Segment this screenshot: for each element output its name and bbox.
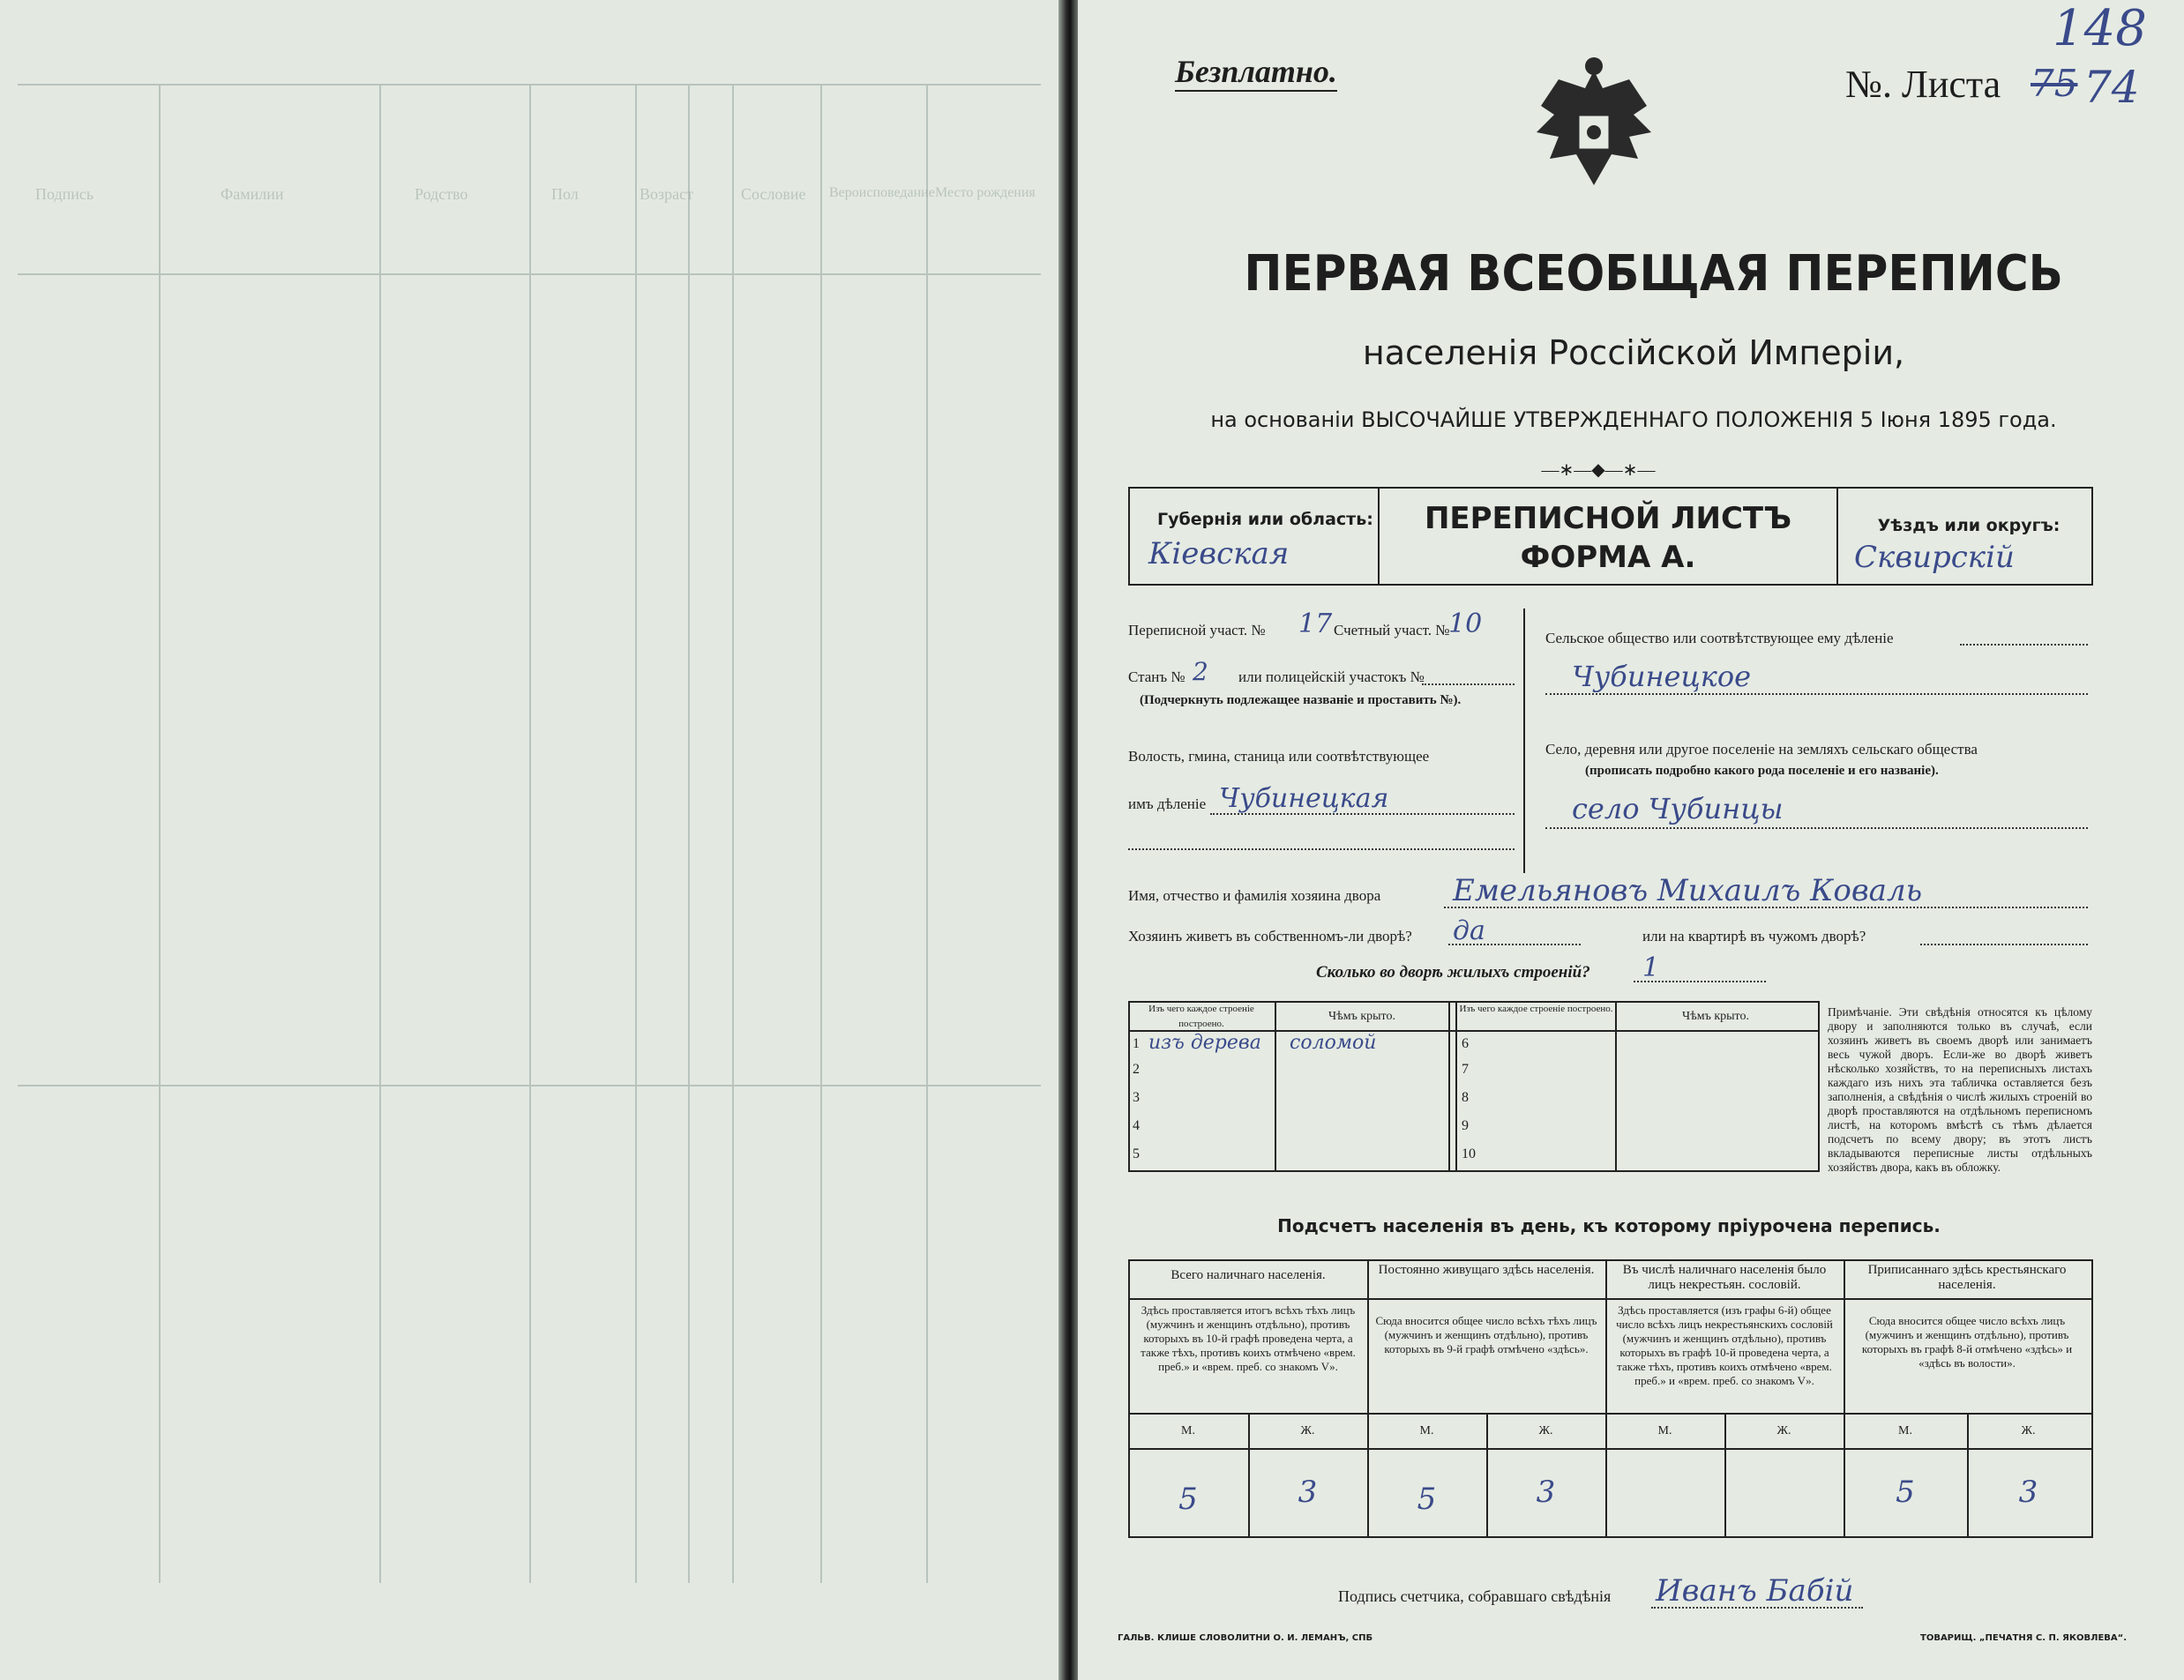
society-label: Сельское общество или соотвѣтствующее ему дѣленіе xyxy=(1545,630,1894,646)
summary-desc-non-peasant: Здѣсь проставляется (изъ графы 6-й) общее число всѣхъ лицъ некрестьянскихъ сословій (мужчинъ и женщинъ отдѣльно), противъ которыхъ въ графѣ 10-й проведена черта, а также тѣхъ, противъ коихъ отмѣчено «врем. преб.» и «врем. преб. со знакомъ V». xyxy=(1616,1303,1833,1387)
own-yard-label: Хозяинъ живетъ въ собственномъ-ли дворѣ? xyxy=(1128,928,1412,945)
own-yard-value: да xyxy=(1453,915,1485,946)
buildings-value: 1 xyxy=(1642,952,1660,983)
building-row-num: 3 xyxy=(1133,1090,1140,1105)
sheet-number-label: №. Листа xyxy=(1845,63,2001,106)
volost-label-1: Волость, гмина, станица или соотвѣтствующее xyxy=(1128,748,1430,765)
summary-total-m: 5 xyxy=(1178,1482,1198,1517)
book-spine xyxy=(1058,0,1078,1680)
building-row-num: 4 xyxy=(1133,1118,1140,1133)
building-row-num: 5 xyxy=(1133,1146,1140,1161)
summary-permanent-m: 5 xyxy=(1417,1482,1437,1517)
underline-note: (Подчеркнуть подлежащее названіе и проставить №). xyxy=(1140,693,1462,707)
building-row-num: 1 xyxy=(1133,1036,1140,1051)
province-label: Губернія или область: xyxy=(1157,510,1373,529)
census-form-page xyxy=(1078,0,2184,1680)
village-value: село Чубинцы xyxy=(1572,792,1784,825)
building-material-header: Изъ чего каждое строеніе построено. xyxy=(1148,1004,1254,1029)
ghost-header: Возраст xyxy=(639,185,693,203)
free-label: Безплатно. xyxy=(1175,53,1337,92)
owner-label: Имя, отчество и фамилія хозяина двора xyxy=(1128,887,1381,904)
summary-m-label: М. xyxy=(1657,1424,1672,1437)
building-row-num: 2 xyxy=(1133,1062,1140,1077)
building-row-num: 8 xyxy=(1462,1090,1469,1105)
ghost-header: Вероисповедание xyxy=(829,185,935,200)
building-material-header-2: Изъ чего каждое строеніе построено. xyxy=(1459,1004,1613,1014)
count-section-value: 10 xyxy=(1448,609,1483,639)
summary-permanent-f: 3 xyxy=(1536,1475,1556,1510)
sheet-number-value: 74 xyxy=(2083,62,2140,113)
footer-left: ГАЛЬВ. КЛИШЕ СЛОВОЛИТНИ О. И. ЛЕМАНЪ, СПБ xyxy=(1118,1633,1373,1643)
left-page xyxy=(0,0,1058,1680)
basis-line: на основаніи ВЫСОЧАЙШЕ УТВЕРЖДЕННАГО ПОЛОЖЕНІЯ 5 Іюня 1895 года. xyxy=(1210,407,2057,432)
summary-f-label: Ж. xyxy=(1776,1424,1791,1437)
summary-head-registered: Приписаннаго здѣсь крестьянскаго населенія. xyxy=(1867,1263,2067,1292)
summary-f-label: Ж. xyxy=(2021,1424,2036,1437)
ghost-header: Родство xyxy=(415,185,468,203)
summary-head-permanent: Постоянно живущаго здѣсь населенія. xyxy=(1378,1263,1595,1277)
summary-f-label: Ж. xyxy=(1300,1424,1315,1437)
other-yard-label: или на квартирѣ въ чужомъ дворѣ? xyxy=(1642,928,1866,945)
building-roof-header-2: Чѣмъ крыто. xyxy=(1682,1010,1749,1023)
summary-desc-total: Здѣсь проставляется итогъ всѣхъ тѣхъ лицъ (мужчинъ и женщинъ отдѣльно), противъ которыхъ въ 10-й графѣ проведена черта, а также тѣхъ, противъ коихъ отмѣчено «врем. преб.» и «врем. преб. со знакомъ V». xyxy=(1141,1303,1356,1373)
building-row-num: 7 xyxy=(1462,1062,1469,1077)
census-section-label: Переписной участ. № xyxy=(1128,622,1266,638)
building-table-note: Примѣчаніе. Эти свѣдѣнія относятся къ цѣлому двору и заполняются только въ случаѣ, если хозяинъ живетъ въ своемъ дворѣ или занимаетъ весь чужой дворъ. Если-же во дворѣ живетъ нѣсколько хозяйствъ, то на переписныхъ листахъ каждаго изъ нихъ эта табличка оставляется безъ заполненія, а свѣдѣнія о числѣ жилыхъ строеній во дворѣ проставляются на отдѣльномъ переписномъ листѣ, на которомъ вмѣстѣ съ тѣмъ дѣлается подсчетъ по всему двору; въ этотъ листъ вкладываются переписные листы отдѣльныхъ хозяйствъ двора, какъ въ обложку. xyxy=(1828,1005,2092,1174)
building-roof-header: Чѣмъ крыто. xyxy=(1328,1010,1395,1023)
summary-total-f: 3 xyxy=(1298,1475,1318,1510)
summary-head-non-peasant: Въ числѣ наличнаго населенія было лицъ некрестьян. сословій. xyxy=(1622,1263,1827,1292)
district-label: Уѣздъ или округъ: xyxy=(1877,516,2061,535)
summary-f-label: Ж. xyxy=(1538,1424,1553,1437)
ghost-header: Сословие xyxy=(741,185,806,203)
footer-right: ТОВАРИЩ. „ПЕЧАТНЯ С. П. ЯКОВЛЕВА“. xyxy=(1920,1633,2128,1643)
ghost-header: Подпись xyxy=(35,185,94,203)
summary-title: Подсчетъ населенія въ день, къ которому пріурочена перепись. xyxy=(1277,1215,1941,1236)
building-row-num: 9 xyxy=(1462,1118,1469,1133)
main-title: ПЕРВАЯ ВСЕОБЩАЯ ПЕРЕПИСЬ xyxy=(1244,245,2063,302)
district-value: Сквирскій xyxy=(1854,540,2015,575)
volost-label-2: имъ дѣленіе xyxy=(1128,795,1207,812)
form-title-line1: ПЕРЕПИСНОЙ ЛИСТЪ xyxy=(1424,501,1792,536)
society-value: Чубинецкое xyxy=(1572,660,1752,693)
form-title-line2: ФОРМА А. xyxy=(1520,540,1696,575)
stan-label: Станъ № xyxy=(1128,668,1185,685)
owner-value: Емельяновъ Михаилъ Коваль xyxy=(1453,873,1923,908)
ornament-divider: —∗—◆—∗— xyxy=(1541,460,1656,480)
buildings-label: Сколько во дворѣ жилыхъ строеній? xyxy=(1316,963,1590,982)
summary-m-label: М. xyxy=(1419,1424,1434,1437)
count-section-label: Счетный участ. № xyxy=(1334,622,1450,638)
building-row-roof: соломой xyxy=(1290,1032,1377,1054)
volost-value: Чубинецкая xyxy=(1219,783,1389,814)
subtitle: населенія Россійской Имперіи, xyxy=(1362,333,1905,372)
summary-registered-f: 3 xyxy=(2018,1475,2038,1510)
summary-desc-permanent: Сюда вносится общее число всѣхъ тѣхъ лицъ (мужчинъ и женщинъ отдѣльно), противъ которыхъ въ 9-й графѣ отмѣчено «здѣсь». xyxy=(1375,1314,1597,1355)
ghost-header: Место рождения xyxy=(935,185,1036,200)
corner-archive-number: 148 xyxy=(2053,0,2147,57)
village-note: (прописать подробно какого рода поселеніе и его названіе). xyxy=(1585,764,1939,778)
summary-m-label: М. xyxy=(1898,1424,1912,1437)
ghost-header: Пол xyxy=(551,185,579,203)
building-row-num: 10 xyxy=(1462,1146,1476,1161)
summary-head-total: Всего наличнаго населенія. xyxy=(1171,1268,1326,1282)
village-label: Село, деревня или другое поселеніе на земляхъ сельскаго общества xyxy=(1545,741,1978,758)
census-section-value: 17 xyxy=(1298,609,1333,639)
summary-desc-registered: Сюда вносится общее число всѣхъ лицъ (мужчинъ и женщинъ отдѣльно), противъ которыхъ въ графѣ 8-й отмѣчено «здѣсь» и «здѣсь въ волости». xyxy=(1861,1314,2073,1370)
summary-m-label: М. xyxy=(1181,1424,1195,1437)
building-row-material: изъ дерева xyxy=(1148,1032,1261,1054)
stan-value: 2 xyxy=(1193,657,1208,686)
ghost-header: Фамилии xyxy=(221,185,284,203)
double-headed-eagle-emblem xyxy=(1523,53,1664,203)
signature-label: Подпись счетчика, собравшаго свѣдѣнія xyxy=(1338,1587,1612,1605)
signature-value: Иванъ Бабій xyxy=(1656,1573,1854,1609)
sheet-number-crossed: 75 xyxy=(2031,62,2078,105)
building-row-num: 6 xyxy=(1462,1036,1469,1051)
police-label: или полицейскій участокъ № xyxy=(1238,668,1425,685)
province-value: Кіевская xyxy=(1148,536,1290,571)
summary-registered-m: 5 xyxy=(1896,1475,1915,1510)
